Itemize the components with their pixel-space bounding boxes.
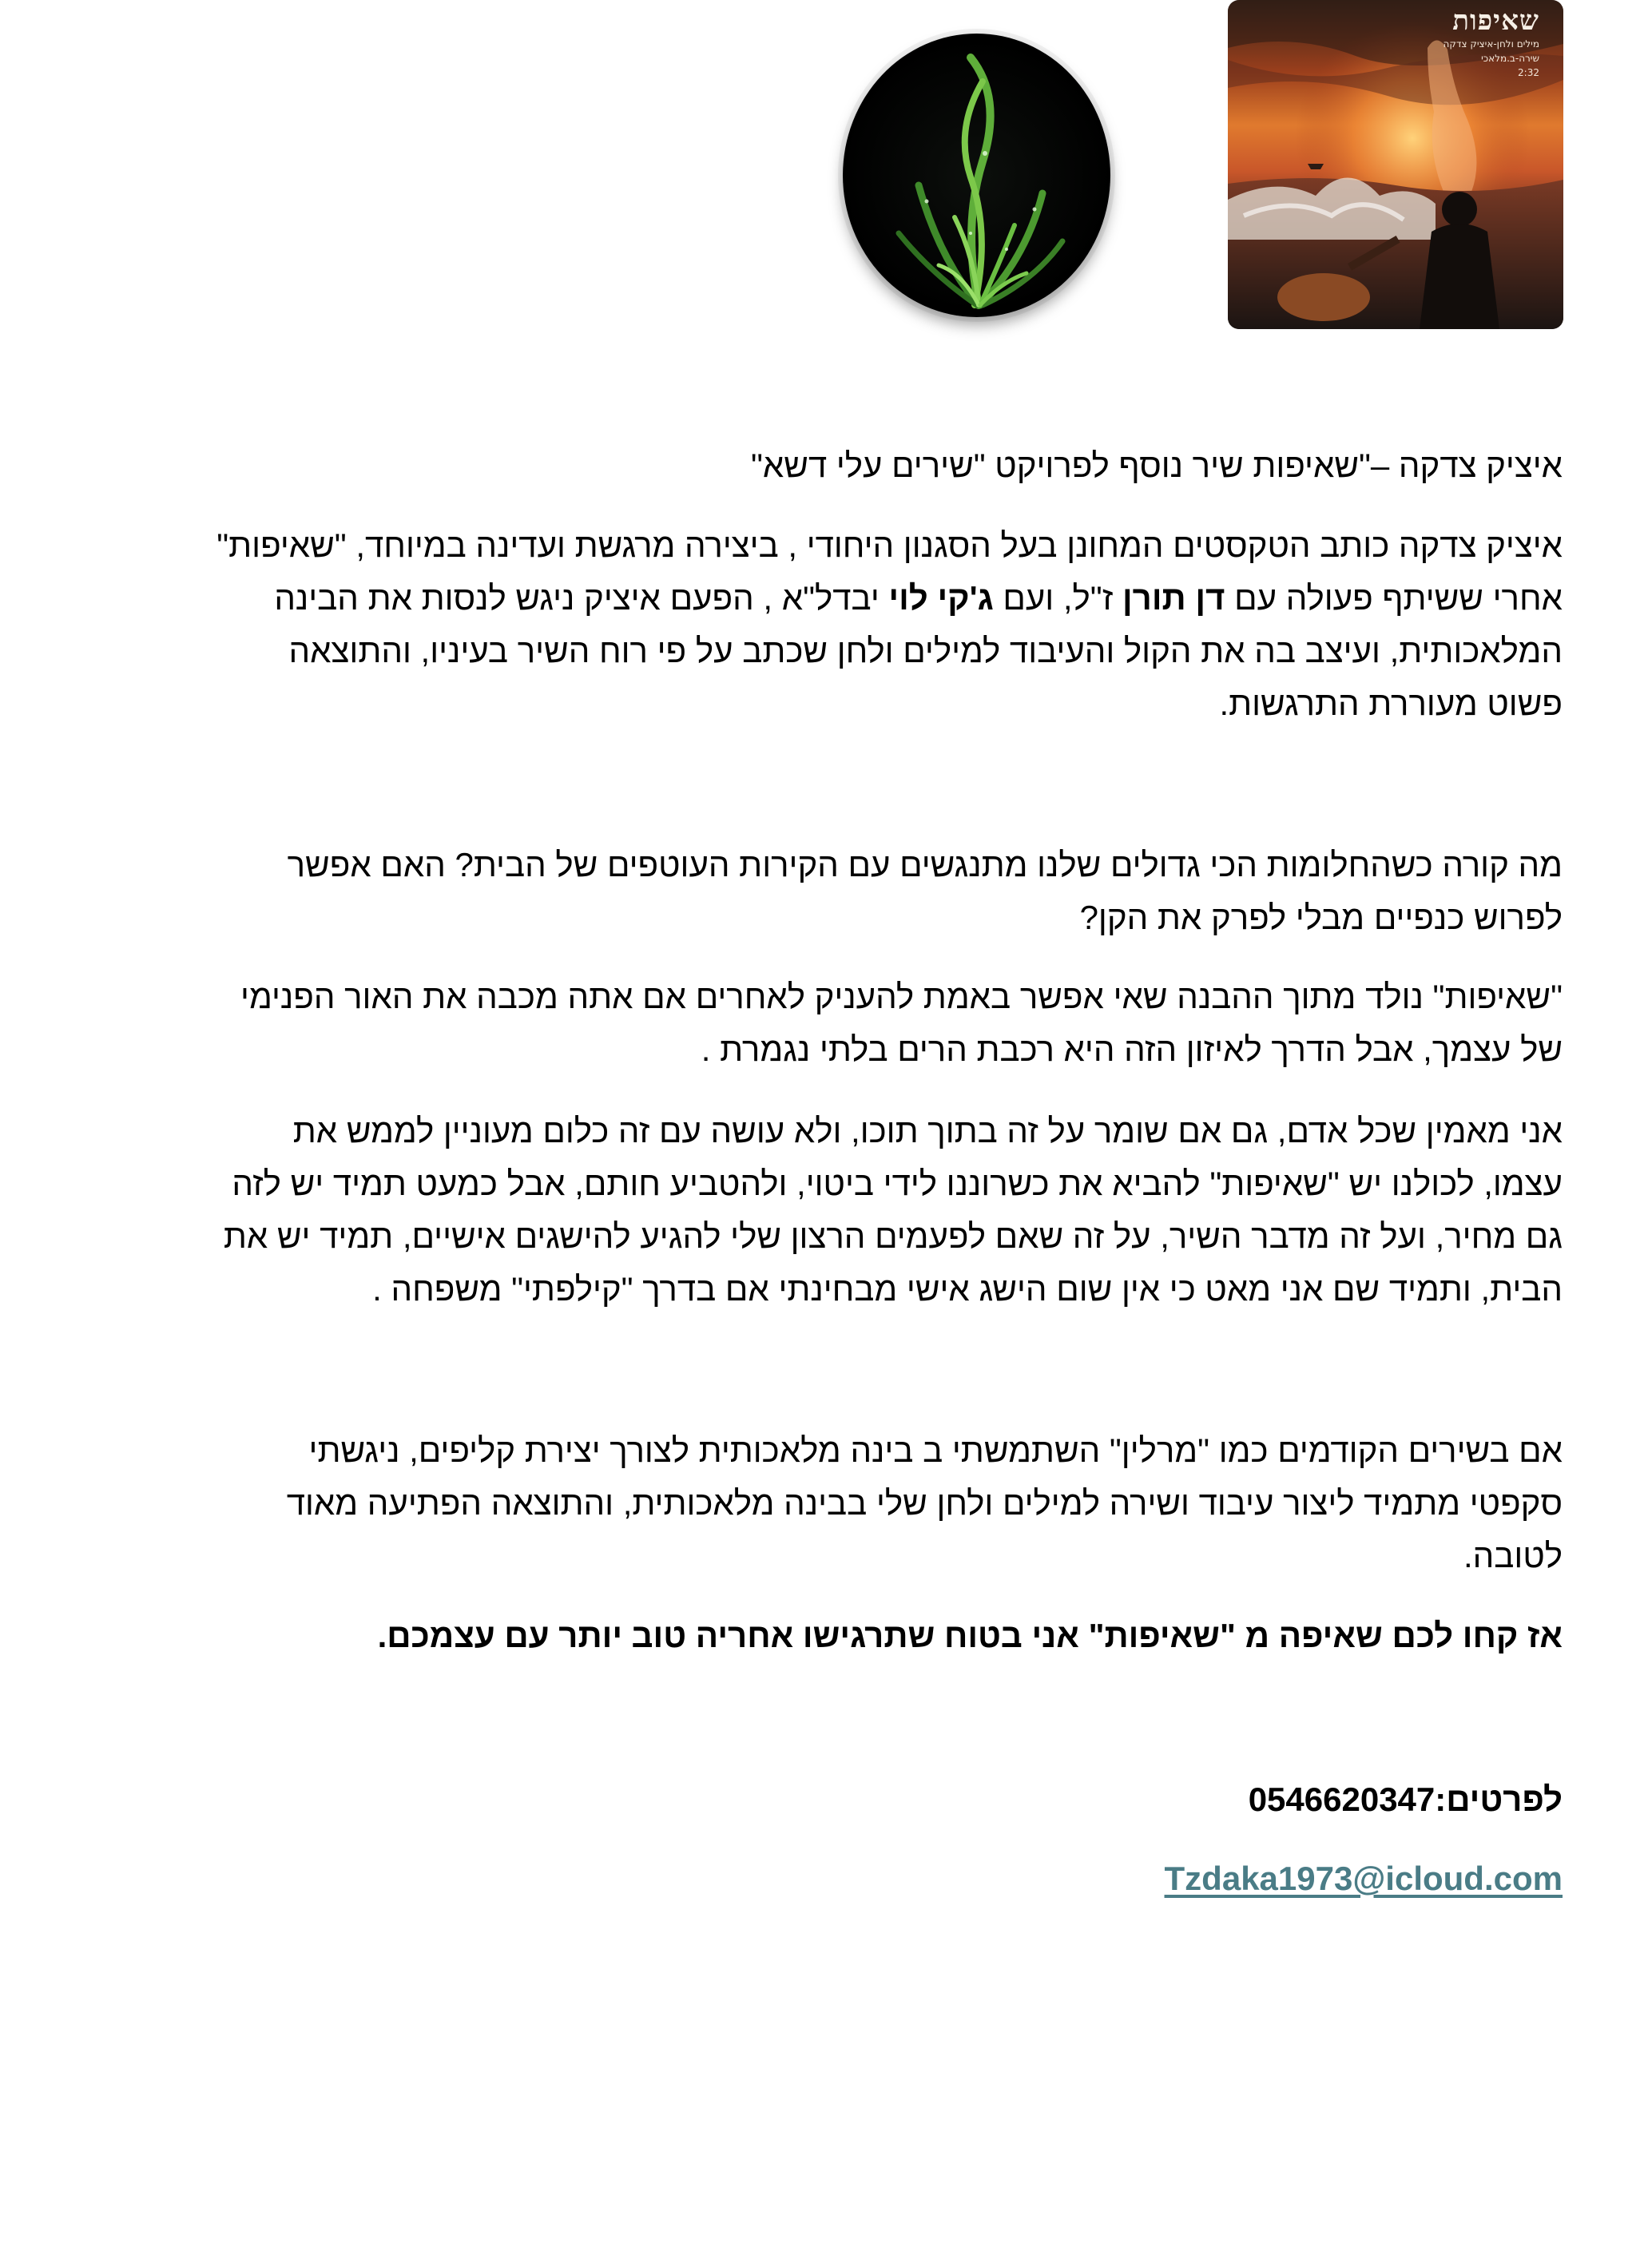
- p4-line-1: אני מאמין שכל אדם, גם אם שומר על זה בתוך תוכו, ולא עושה עם זה כלום מעוניין לממש את: [292, 1112, 1563, 1149]
- p5-line-1: אם בשירים הקודמים כמו "מרלין" השתמשתי ב בינה מלאכותית לצורך יצירת קליפים, ניגשתי: [308, 1431, 1563, 1469]
- album-cover-title: שאיפות: [1452, 5, 1539, 37]
- p5-line-2: סקפטי מתמיד ליצור עיבוד ושירה למילים ולחן שלי בבינה מלאכותית, והתוצאה הפתיעה מאוד: [286, 1484, 1563, 1522]
- intro-line-2-part-a: אחרי ששיתף פעולה עם: [1225, 579, 1563, 617]
- intro-line-4: פשוט מעוררת התרגשות.: [1219, 685, 1563, 722]
- album-cover-credit-singer: שירה-ב.מלאכי: [1481, 53, 1539, 64]
- p4-line-3: גם מחיר, ועל זה מדבר השיר, על זה שאם לפעמים הרצון שלי להגיע להישגים אישיים, תמיד יש את: [223, 1217, 1563, 1255]
- intro-line-1: איציק צדקה כותב הטקסטים המחונן בעל הסגנון היחודי , ביצירה מרגשת ועדינה במיוחד, "שאיפות": [216, 526, 1563, 564]
- album-cover-image: [1228, 0, 1563, 329]
- intro-line-2-part-c: יבדל"א , הפעם איציק ניגש לנסות את הבינה: [274, 579, 889, 617]
- p4-line-4: הבית, ותמיד שם אני מאט כי אין שום הישג אישי מבחינתי אם בדרך "קילפתי" משפחה .: [372, 1270, 1563, 1308]
- contact-phone: 0546620347: [1248, 1781, 1436, 1818]
- p3-line-1: "שאיפות" נולד מתוך ההבנה שאי אפשר באמת להעניק לאחרים אם אתה מכבה את האור הפנימי: [240, 978, 1563, 1015]
- intro-line-2: [274, 572, 1563, 625]
- artist-name-jackie-levy: ג'קי לוי: [888, 579, 994, 617]
- album-cover-credit-duration: 2:32: [1518, 67, 1539, 78]
- album-cover-credit-words-music: מילים ולחן-איציק צדקה: [1443, 38, 1539, 50]
- contact-label: לפרטים:: [1435, 1781, 1563, 1818]
- artist-name-dan-toren: דן תורן: [1122, 579, 1225, 617]
- p4-line-2: עצמו, לכולנו יש "שאיפות" להביא את כשרוננו לידי ביטוי, ולהטביע חותם, אבל כמעט תמיד יש לזה: [232, 1165, 1563, 1202]
- closing-line: אז קחו לכם שאיפה מ "שאיפות" אני בטוח שתרגישו אחריה טוב יותר עם עצמכם.: [377, 1617, 1563, 1654]
- contact-details: [1249, 1773, 1563, 1826]
- grass-sprout-art: [843, 34, 1110, 317]
- article-heading: איציק צדקה –"שאיפות שיר נוסף לפרויקט "שירים עלי דשא": [751, 447, 1563, 484]
- p5-line-3: לטובה.: [1463, 1537, 1563, 1574]
- p3-line-2: של עצמך, אבל הדרך לאיזון הזה היא רכבת הרים בלתי נגמרת .: [701, 1030, 1563, 1068]
- p2-line-2: לפרוש כנפיים מבלי לפרק את הקן?: [1079, 899, 1563, 936]
- grass-sprout-image: [843, 34, 1110, 317]
- contact-email-link[interactable]: Tzdaka1973@icloud.com: [1164, 1860, 1563, 1897]
- intro-line-2-part-b: ז"ל, ועם: [993, 579, 1122, 617]
- p2-line-1: מה קורה כשהחלומות הכי גדולים שלנו מתנגשים עם הקירות העוטפים של הבית? האם אפשר: [287, 846, 1563, 883]
- intro-line-3: המלאכותית, ועיצב בה את הקול והעיבוד למילים ולחן שכתב על פי רוח השיר בעיניו, והתוצאה: [288, 632, 1563, 669]
